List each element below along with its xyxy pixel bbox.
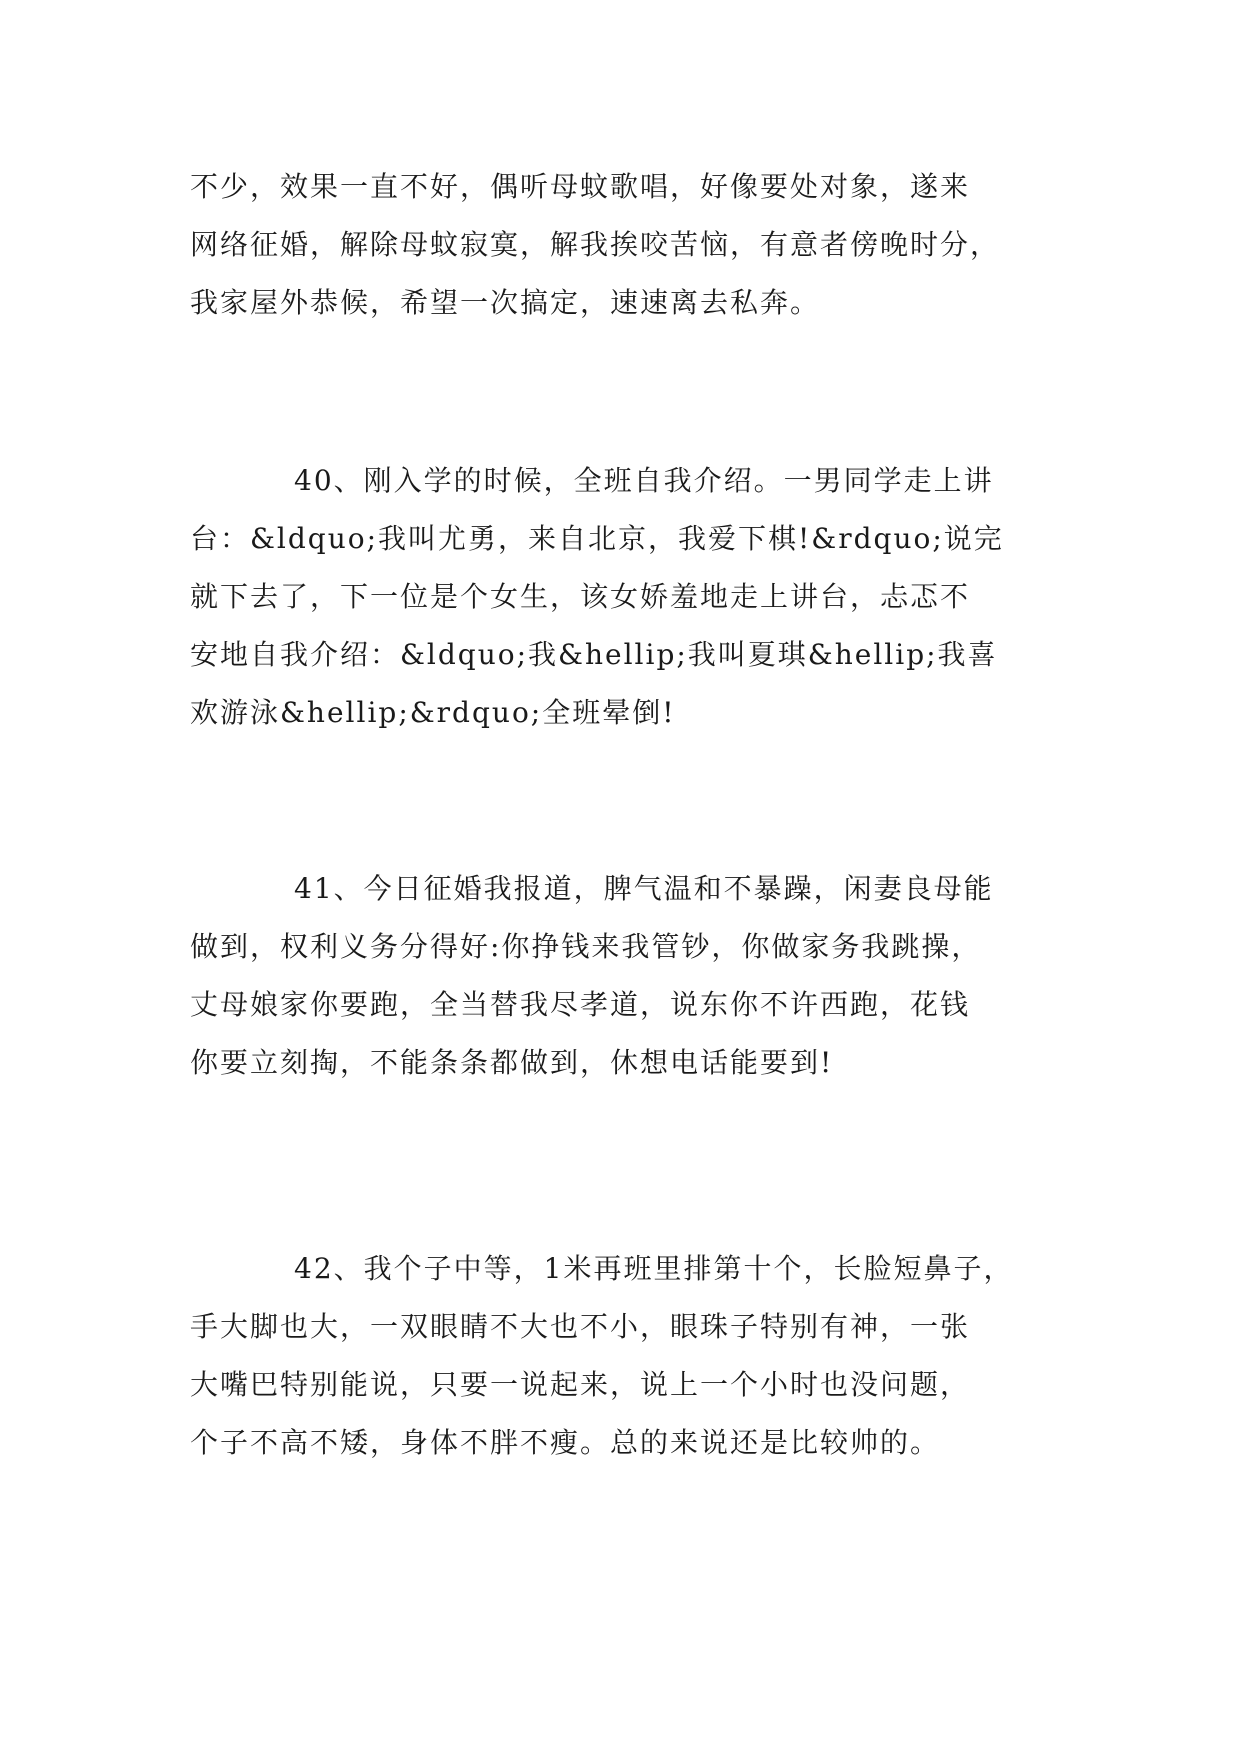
paragraph-40: [190, 452, 1070, 742]
text-line: 手大脚也大，一双眼睛不大也不小，眼珠子特别有神，一张: [190, 1310, 971, 1343]
text-line: 安地自我介绍：&ldquo;我&hellip;我叫夏琪&hellip;我喜: [190, 638, 998, 671]
text-line: 网络征婚，解除母蚊寂寞，解我挨咬苦恼，有意者傍晚时分，: [190, 228, 1001, 261]
paragraph-continuation: [190, 158, 1070, 332]
paragraph-42: [190, 1240, 1070, 1472]
text-line: 欢游泳&hellip;&rdquo;全班晕倒!: [190, 696, 676, 729]
text-line: 不少，效果一直不好，偶听母蚊歌唱，好像要处对象，遂来: [190, 170, 971, 203]
text-line: 台：&ldquo;我叫尤勇，来自北京，我爱下棋!&rdquo;说完: [190, 522, 1004, 555]
text-line: 个子不高不矮，身体不胖不瘦。总的来说还是比较帅的。: [190, 1426, 941, 1459]
text-line: 就下去了，下一位是个女生，该女娇羞地走上讲台，忐忑不: [190, 580, 971, 613]
text-line: 做到，权利义务分得好:你挣钱来我管钞，你做家务我跳操，: [190, 930, 982, 963]
text-line: 42、我个子中等，1米再班里排第十个，长脸短鼻子，: [294, 1252, 1014, 1285]
text-line: 丈母娘家你要跑，全当替我尽孝道，说东你不许西跑，花钱: [190, 988, 971, 1021]
text-line: 大嘴巴特别能说，只要一说起来，说上一个小时也没问题，: [190, 1368, 971, 1401]
text-line: 40、刚入学的时候，全班自我介绍。一男同学走上讲: [294, 464, 994, 497]
text-line: 我家屋外恭候，希望一次搞定，速速离去私奔。: [190, 286, 821, 319]
text-line: 41、今日征婚我报道，脾气温和不暴躁，闲妻良母能: [294, 872, 994, 905]
text-line: 你要立刻掏，不能条条都做到，休想电话能要到!: [190, 1046, 834, 1079]
paragraph-41: [190, 860, 1070, 1092]
